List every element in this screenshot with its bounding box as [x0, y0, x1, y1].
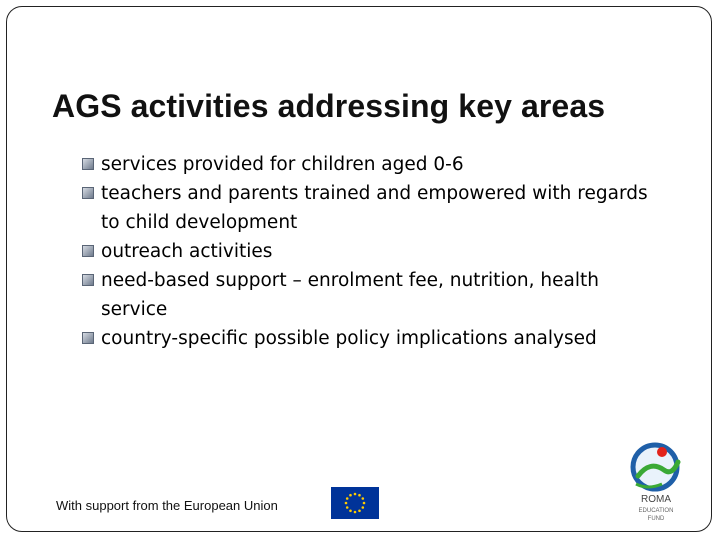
bullet-list	[80, 150, 700, 353]
slide-title: AGS activities addressing key areas	[52, 88, 606, 124]
logo-text-fund: FUND	[647, 516, 665, 522]
logo-text-roma: ROMA	[641, 494, 671, 505]
checkbox-bullet-icon	[82, 274, 94, 286]
bullet-line: to child development	[101, 212, 298, 233]
logo-text-education: EDUCATION	[638, 508, 674, 514]
checkbox-bullet-icon	[82, 332, 94, 344]
bullet-item	[80, 237, 700, 266]
bullet-line: country-specific possible policy implications analysed	[101, 328, 597, 349]
bullet-line: teachers and parents trained and empowered with regards	[101, 183, 648, 204]
checkbox-bullet-icon	[82, 245, 94, 257]
support-text: With support from the European Union	[56, 498, 278, 513]
eu-flag-icon	[331, 487, 379, 519]
checkbox-bullet-icon	[82, 158, 94, 170]
bullet-item	[80, 179, 700, 237]
bullet-line: outreach activities	[101, 241, 273, 262]
bullet-item	[80, 150, 700, 179]
bullet-item	[80, 324, 700, 353]
roma-education-fund-logo	[628, 440, 684, 526]
bullet-line: services provided for children aged 0-6	[101, 154, 464, 175]
bullet-line: service	[101, 299, 168, 320]
bullet-item	[80, 266, 700, 324]
bullet-line: need-based support – enrolment fee, nutrition, health	[101, 270, 599, 291]
checkbox-bullet-icon	[82, 187, 94, 199]
